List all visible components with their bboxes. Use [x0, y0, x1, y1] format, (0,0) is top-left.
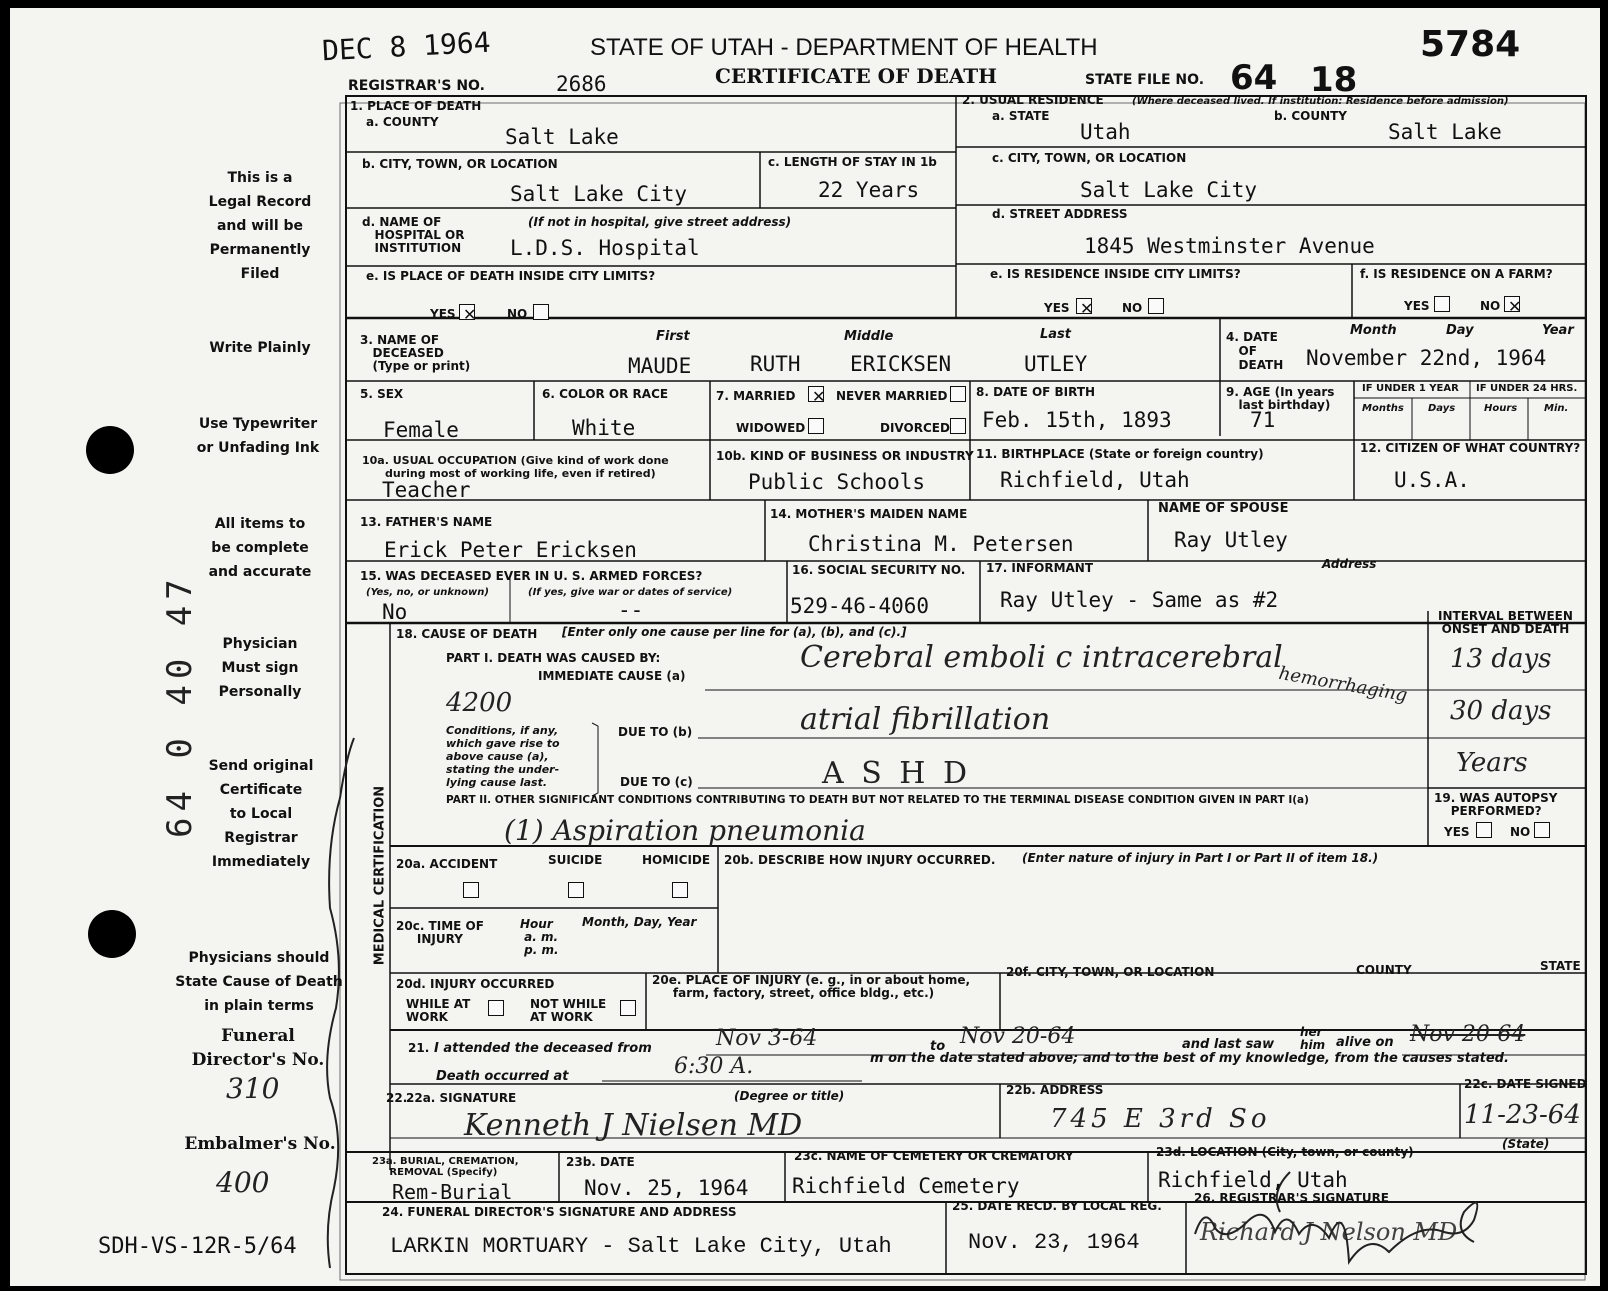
interval-a-value: 13 days	[1450, 644, 1552, 674]
street-label: d. STREET ADDRESS	[992, 207, 1128, 221]
interval-b-value: 30 days	[1450, 696, 1552, 726]
spouse-value: Ray Utley	[1174, 528, 1288, 552]
first-name-value: MAUDE	[628, 354, 692, 378]
homicide-label: HOMICIDE	[642, 853, 711, 867]
attended-to-label: to	[930, 1039, 946, 1054]
medical-certification-label: MEDICAL CERTIFICATION	[372, 785, 388, 966]
date-signed-label: 22c. DATE SIGNED	[1464, 1077, 1587, 1091]
middle-name-value: RUTH	[750, 352, 801, 376]
res-county-label: b. COUNTY	[1274, 109, 1347, 123]
autopsy-label: 19. WAS AUTOPSY PERFORMED?	[1434, 791, 1558, 818]
part2-value: (1) Aspiration pneumonia	[504, 814, 866, 847]
name-deceased-label: 3. NAME OF DECEASED (Type or print)	[360, 333, 471, 373]
suicide-label: SUICIDE	[548, 853, 603, 867]
autopsy-yes-label: YES	[1444, 825, 1470, 839]
ssn-label: 16. SOCIAL SECURITY NO.	[792, 563, 966, 577]
death-occurred-label: Death occurred at	[436, 1069, 569, 1084]
city-value: Salt Lake City	[510, 182, 688, 206]
usual-residence-label: 2. USUAL RESIDENCE	[962, 93, 1104, 107]
business-label: 10b. KIND OF BUSINESS OR INDUSTRY	[716, 449, 974, 463]
injury-note: (Enter nature of injury in Part I or Part II of item 18.)	[1022, 851, 1379, 865]
attended-to-value: Nov 20-64	[960, 1024, 1076, 1049]
business-value: Public Schools	[748, 470, 926, 494]
never-married-label: NEVER MARRIED	[836, 389, 948, 403]
last-name-value-2: UTLEY	[1024, 352, 1088, 376]
res-county-value: Salt Lake	[1388, 120, 1502, 144]
disposition-value: Rem-Burial	[392, 1180, 513, 1204]
armed-note-1: (Yes, no, or unknown)	[366, 587, 489, 598]
part1-label: PART I. DEATH WAS CAUSED BY:	[446, 651, 661, 665]
burial-label: 23a. BURIAL, CREMATION, REMOVAL (Specify)	[372, 1156, 519, 1178]
injury-state-label: STATE	[1540, 959, 1581, 973]
res-farm-yes-checkbox[interactable]	[1434, 296, 1450, 312]
length-of-stay-label: c. LENGTH OF STAY IN 1b	[768, 155, 937, 169]
city-label: b. CITY, TOWN, OR LOCATION	[362, 157, 558, 171]
first-name-label: First	[656, 329, 690, 344]
street-value: 1845 Westminster Avenue	[1084, 234, 1375, 258]
autopsy-no-checkbox[interactable]	[1534, 822, 1550, 838]
accident-checkbox[interactable]	[463, 882, 479, 898]
last-name-value-1: ERICKSEN	[850, 352, 952, 376]
last-seen-value: Nov 20-64	[1410, 1022, 1526, 1047]
married-label: 7. MARRIED	[716, 389, 796, 403]
mother-label: 14. MOTHER'S MAIDEN NAME	[770, 507, 968, 521]
cemetery-value: Richfield Cemetery	[792, 1174, 1020, 1198]
city-of-injury-label: 20f. CITY, TOWN, OR LOCATION	[1006, 965, 1215, 979]
registrar-signature: Richard J Nelson MD	[1200, 1218, 1458, 1246]
cause-b-value: atrial fibrillation	[800, 702, 1051, 737]
accident-label: 20a. ACCIDENT	[396, 857, 498, 871]
interval-c-value: Years	[1456, 748, 1528, 778]
send-original-note: Send original Certificate to Local Registrar Immediately	[208, 758, 314, 870]
state-file-no-b: 18	[1310, 60, 1358, 100]
res-inside-city-label: e. IS RESIDENCE INSIDE CITY LIMITS?	[990, 267, 1241, 281]
degree-label: (Degree or title)	[734, 1089, 845, 1103]
plain-terms-note: Physicians should State Cause of Death in plain terms	[175, 950, 343, 1014]
res-farm-label: f. IS RESIDENCE ON A FARM?	[1360, 267, 1553, 281]
month-label: Month	[1350, 323, 1397, 338]
injury-county-label: COUNTY	[1356, 963, 1412, 977]
never-married-checkbox[interactable]	[950, 386, 966, 402]
month-day-year-label: Month, Day, Year	[582, 915, 697, 929]
place-of-death-label: 1. PLACE OF DEATH	[350, 99, 482, 113]
registrar-signature-label: 26. REGISTRAR'S SIGNATURE	[1194, 1191, 1389, 1205]
res-inside-yes-mark: ✕	[1080, 299, 1094, 318]
her-him-label: her him	[1300, 1025, 1326, 1052]
ssn-value: 529-46-4060	[790, 594, 930, 618]
document-number: 5784	[1420, 24, 1521, 65]
physician-sign-note: Physician Must sign Personally	[218, 636, 302, 700]
form-title: STATE OF UTAH - DEPARTMENT OF HEALTH	[590, 34, 1098, 61]
physician-address-label: 22b. ADDRESS	[1006, 1083, 1104, 1097]
armed-forces-value: No	[382, 600, 408, 624]
place-of-injury-label: 20e. PLACE OF INJURY (e. g., in or about home, farm, factory, street, office bldg., etc.)	[652, 973, 971, 1000]
date-received-label: 25. DATE RECD. BY LOCAL REG.	[952, 1199, 1162, 1213]
res-farm-yes-label: YES	[1404, 299, 1430, 313]
funeral-signature-label: 24. FUNERAL DIRECTOR'S SIGNATURE AND ADDRESS	[382, 1205, 737, 1219]
alive-on-label: alive on	[1336, 1035, 1394, 1050]
occupation-value: Teacher	[382, 478, 471, 502]
county-label: a. COUNTY	[366, 115, 439, 129]
days-label: Days	[1428, 403, 1456, 414]
injury-occurred-label: 20d. INJURY OCCURRED	[396, 977, 555, 991]
hours-label: Hours	[1484, 403, 1518, 414]
autopsy-no-label: NO	[1510, 825, 1531, 839]
birthplace-label: 11. BIRTHPLACE (State or foreign country)	[976, 447, 1264, 461]
res-inside-no-checkbox[interactable]	[1148, 298, 1164, 314]
cause-c-value: A S H D	[822, 756, 972, 791]
while-at-work-label: WHILE AT WORK	[406, 997, 471, 1024]
hospital-value: L.D.S. Hospital	[510, 236, 700, 260]
cause-a-value: Cerebral emboli c intracerebral	[800, 640, 1283, 675]
burial-location-label: 23d. LOCATION (City, town, or county)	[1156, 1145, 1414, 1159]
date-of-death-label: 4. DATE OF DEATH	[1226, 330, 1284, 372]
inside-city-yes-mark: ✕	[463, 305, 477, 324]
sex-label: 5. SEX	[360, 387, 404, 401]
autopsy-yes-checkbox[interactable]	[1476, 822, 1492, 838]
res-city-label: c. CITY, TOWN, OR LOCATION	[992, 151, 1187, 165]
informant-label: 17. INFORMANT	[986, 561, 1094, 575]
sex-value: Female	[383, 418, 459, 442]
age-label: 9. AGE (In years last birthday)	[1226, 385, 1335, 412]
due-to-b-label: DUE TO (b)	[618, 725, 693, 739]
time-of-injury-label: 20c. TIME OF INJURY	[396, 919, 484, 946]
res-farm-no-mark: ✕	[1508, 297, 1522, 316]
due-to-c-label: DUE TO (c)	[620, 775, 693, 789]
homicide-checkbox[interactable]	[672, 882, 688, 898]
citizen-label: 12. CITIZEN OF WHAT COUNTRY?	[1360, 441, 1581, 455]
inside-city-yes-label: YES	[430, 307, 456, 321]
funeral-director-label: Funeral Director's No.	[191, 1026, 325, 1070]
physician-address-value: 745 E 3rd So	[1050, 1104, 1271, 1134]
received-stamp: DEC 8 1964	[321, 25, 492, 68]
cause-a-continued: hemorrhaging	[1277, 662, 1409, 707]
father-value: Erick Peter Ericksen	[384, 538, 637, 562]
last-name-label: Last	[1040, 327, 1072, 342]
embalmer-label: Embalmer's No.	[184, 1134, 336, 1154]
residence-note: (Where deceased lived. If institution: Residence before admission)	[1132, 96, 1509, 107]
item-21-number: 21.	[408, 1041, 430, 1055]
registrar-no-label: REGISTRAR'S NO.	[348, 78, 485, 94]
attended-label: I attended the deceased from	[434, 1041, 652, 1056]
interval-label: INTERVAL BETWEEN ONSET AND DEATH	[1438, 609, 1573, 636]
widowed-label: WIDOWED	[736, 421, 806, 435]
informant-address-label: Address	[1322, 557, 1377, 571]
hospital-note: (If not in hospital, give street address)	[528, 215, 792, 229]
burial-location-value: Richfield, Utah	[1158, 1168, 1348, 1192]
date-signed-value: 11-23-64	[1464, 1100, 1581, 1130]
county-value: Salt Lake	[505, 125, 619, 149]
occupation-label: 10a. USUAL OCCUPATION (Give kind of work done during most of working life, even if retired)	[362, 454, 669, 480]
armed-note-2: (If yes, give war or dates of service)	[528, 587, 733, 598]
service-value: --	[618, 598, 644, 622]
diagnosis-code: 4200	[446, 688, 513, 718]
typewriter-note: Use Typewriter or Unfading Ink	[196, 416, 320, 456]
res-inside-no-label: NO	[1122, 301, 1143, 315]
res-inside-yes-label: YES	[1044, 301, 1070, 315]
citizen-value: U.S.A.	[1394, 468, 1470, 492]
certificate-title: CERTIFICATE OF DEATH	[715, 64, 998, 88]
time-of-death-value: 6:30 A.	[674, 1054, 754, 1079]
cemetery-label: 23c. NAME OF CEMETERY OR CREMATORY	[794, 1149, 1074, 1163]
not-while-at-work-checkbox[interactable]	[620, 1000, 636, 1016]
signature-label: 22a. SIGNATURE	[406, 1091, 517, 1105]
legal-record-note: This is a Legal Record and will be Permanently Filed	[208, 170, 312, 282]
year-label: Year	[1542, 323, 1574, 338]
immediate-cause-label: IMMEDIATE CAUSE (a)	[538, 669, 686, 683]
day-label: Day	[1446, 323, 1474, 338]
cause-of-death-label: 18. CAUSE OF DEATH	[396, 627, 538, 641]
informant-value: Ray Utley - Same as #2	[1000, 588, 1279, 612]
state-file-no-a: 64	[1230, 58, 1278, 98]
last-saw-label: and last saw	[1182, 1037, 1275, 1052]
res-farm-no-label: NO	[1480, 299, 1501, 313]
inside-city-label: e. IS PLACE OF DEATH INSIDE CITY LIMITS?	[366, 269, 656, 283]
father-label: 13. FATHER'S NAME	[360, 515, 493, 529]
punch-hole-bottom	[88, 910, 136, 958]
under-1-year-label: IF UNDER 1 YEAR	[1362, 383, 1459, 394]
state-paren-label: (State)	[1502, 1137, 1550, 1151]
date-received-value: Nov. 23, 1964	[968, 1230, 1140, 1255]
cause-note: [Enter only one cause per line for (a), (b), and (c).]	[562, 625, 907, 639]
birthplace-value: Richfield, Utah	[1000, 468, 1190, 492]
inside-city-no-checkbox[interactable]	[533, 304, 549, 320]
burial-date-value: Nov. 25, 1964	[584, 1176, 749, 1200]
item-22-number: 22.	[386, 1091, 408, 1105]
registrar-no: 2686	[556, 72, 607, 96]
suicide-checkbox[interactable]	[568, 882, 584, 898]
knowledge-statement: m on the date stated above; and to the best of my knowledge, from the causes stated.	[870, 1051, 1509, 1066]
res-state-label: a. STATE	[992, 109, 1050, 123]
race-label: 6. COLOR OR RACE	[542, 387, 669, 401]
part2-label: PART II. OTHER SIGNIFICANT CONDITIONS CONTRIBUTING TO DEATH BUT NOT RELATED TO THE TERMINAL DISEASE CONDITION GIVEN IN PART I(a)	[446, 794, 1309, 806]
funeral-director-no: 310	[226, 1072, 280, 1105]
death-certificate	[10, 8, 1600, 1286]
dob-label: 8. DATE OF BIRTH	[976, 385, 1096, 399]
while-at-work-checkbox[interactable]	[488, 1000, 504, 1016]
state-file-label: STATE FILE NO.	[1085, 72, 1205, 88]
hospital-label: d. NAME OF HOSPITAL OR INSTITUTION	[362, 215, 465, 255]
not-while-at-work-label: NOT WHILE AT WORK	[530, 997, 607, 1024]
vertical-file-number: 64 0 40 47	[160, 573, 200, 838]
spouse-label: NAME OF SPOUSE	[1158, 501, 1289, 516]
inside-city-no-label: NO	[507, 307, 528, 321]
age-value: 71	[1250, 408, 1276, 432]
complete-note: All items to be complete and accurate	[208, 516, 312, 580]
res-state-value: Utah	[1080, 120, 1131, 144]
attended-from-value: Nov 3-64	[716, 1026, 818, 1051]
conditions-note: Conditions, if any, which gave rise to above cause (a), stating the under- lying cause last.	[446, 724, 560, 789]
under-24-hrs-label: IF UNDER 24 HRS.	[1476, 383, 1578, 394]
widowed-checkbox[interactable]	[808, 418, 824, 434]
middle-name-label: Middle	[844, 329, 894, 344]
write-plainly-note: Write Plainly	[209, 340, 311, 356]
res-city-value: Salt Lake City	[1080, 178, 1258, 202]
hour-label: Hour a. m. p. m.	[520, 917, 559, 957]
married-mark: ✕	[812, 387, 826, 406]
armed-forces-label: 15. WAS DECEASED EVER IN U. S. ARMED FORCES?	[360, 569, 703, 583]
divorced-checkbox[interactable]	[950, 418, 966, 434]
burial-date-label: 23b. DATE	[566, 1155, 635, 1169]
mother-value: Christina M. Petersen	[808, 532, 1074, 556]
physician-signature: Kenneth J Nielsen MD	[464, 1108, 803, 1143]
min-label: Min.	[1544, 403, 1569, 414]
dob-value: Feb. 15th, 1893	[982, 408, 1172, 432]
race-value: White	[572, 416, 636, 440]
funeral-director-value: LARKIN MORTUARY - Salt Lake City, Utah	[390, 1234, 892, 1259]
months-label: Months	[1362, 403, 1404, 414]
form-id: SDH-VS-12R-5/64	[98, 1234, 297, 1259]
length-of-stay-value: 22 Years	[818, 178, 920, 202]
injury-how-label: 20b. DESCRIBE HOW INJURY OCCURRED.	[724, 853, 996, 867]
divorced-label: DIVORCED	[880, 421, 950, 435]
death-date-value: November 22nd, 1964	[1306, 346, 1547, 370]
embalmer-no: 400	[216, 1166, 270, 1199]
punch-hole-top	[86, 426, 134, 474]
